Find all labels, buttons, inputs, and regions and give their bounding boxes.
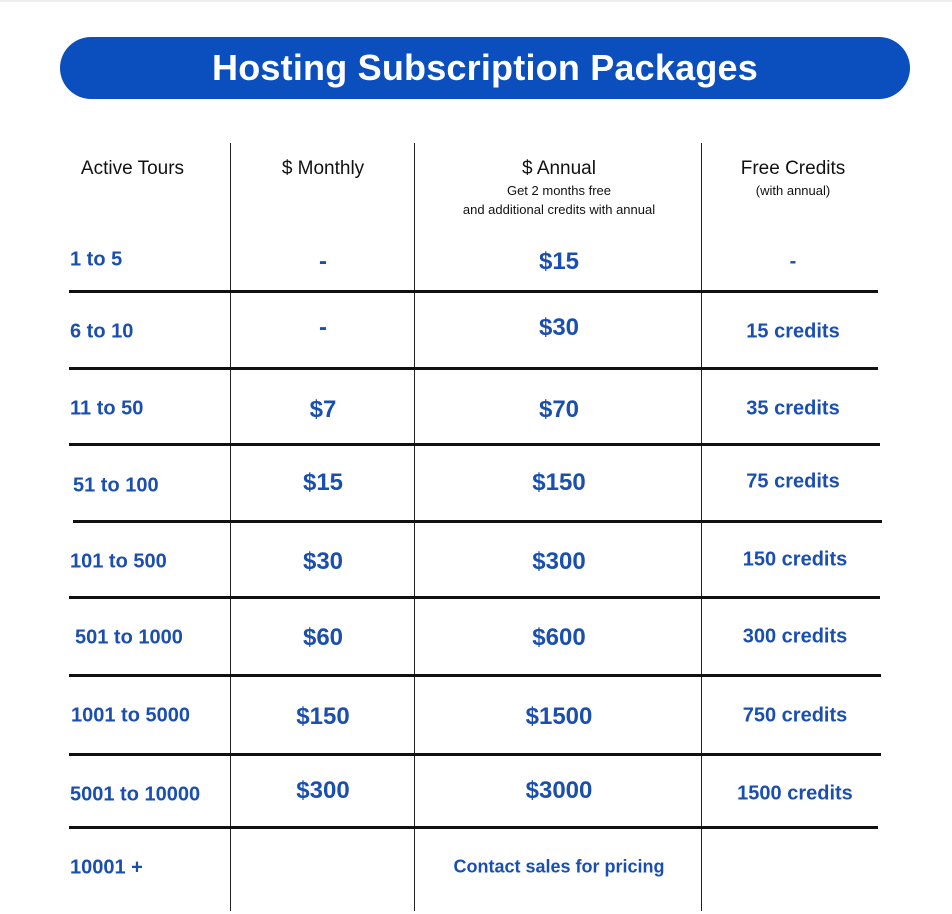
header-sublabel: (with annual) [755, 183, 831, 198]
header-label: Active Tours [80, 158, 185, 179]
annual-price: $70 [538, 396, 580, 423]
header-active-tours [60, 157, 205, 181]
row-divider [69, 753, 881, 756]
annual-price: $600 [532, 624, 586, 651]
title-banner [60, 37, 910, 99]
contact-sales-text: Contact sales for pricing [453, 856, 665, 877]
page-title: Hosting Subscription Packages [212, 47, 758, 88]
row-divider [69, 596, 880, 599]
tours-range: 1001 to 5000 [71, 704, 190, 727]
free-credits: - [789, 250, 797, 273]
monthly-price: $7 [309, 396, 337, 423]
row-divider [69, 443, 880, 446]
header-sublabel: Get 2 months free [506, 183, 612, 198]
annual-price: $15 [538, 248, 580, 275]
free-credits: 75 credits [746, 470, 840, 493]
row-divider [69, 826, 878, 829]
free-credits: 1500 credits [737, 782, 853, 805]
tours-range: 10001 + [70, 856, 143, 879]
tours-range: 6 to 10 [70, 320, 134, 343]
monthly-price: $300 [296, 777, 350, 804]
monthly-price: $15 [302, 469, 344, 496]
row-divider [69, 290, 878, 293]
tours-range: 1 to 5 [70, 248, 123, 271]
tours-range: 51 to 100 [73, 474, 159, 497]
monthly-price: $30 [302, 548, 344, 575]
header-monthly [231, 157, 415, 181]
header-label: Free Credits [740, 158, 846, 179]
row-divider [69, 674, 881, 677]
free-credits: 15 credits [746, 320, 840, 343]
row-divider [69, 367, 878, 370]
monthly-price: - [319, 314, 327, 341]
monthly-price: - [319, 248, 327, 275]
header-annual [416, 157, 702, 220]
header-label: $ Monthly [281, 158, 365, 179]
free-credits: 750 credits [742, 704, 848, 727]
annual-price: $30 [538, 314, 580, 341]
header-free-credits [703, 157, 883, 201]
tours-range: 101 to 500 [70, 550, 167, 573]
header-label: $ Annual [522, 158, 596, 179]
header-sublabel: and additional credits with annual [462, 202, 656, 217]
tours-range: 11 to 50 [70, 397, 144, 420]
annual-price: $300 [532, 548, 586, 575]
annual-price: $3000 [525, 777, 593, 804]
free-credits: 35 credits [746, 397, 840, 420]
free-credits: 150 credits [742, 548, 848, 571]
free-credits: 300 credits [742, 625, 848, 648]
annual-price: $1500 [525, 703, 593, 730]
top-border [0, 0, 952, 2]
tours-range: 501 to 1000 [75, 626, 183, 649]
tours-range: 5001 to 10000 [70, 783, 201, 806]
monthly-price: $150 [296, 703, 350, 730]
row-divider [73, 520, 882, 523]
annual-price: $150 [532, 469, 586, 496]
monthly-price: $60 [302, 624, 344, 651]
